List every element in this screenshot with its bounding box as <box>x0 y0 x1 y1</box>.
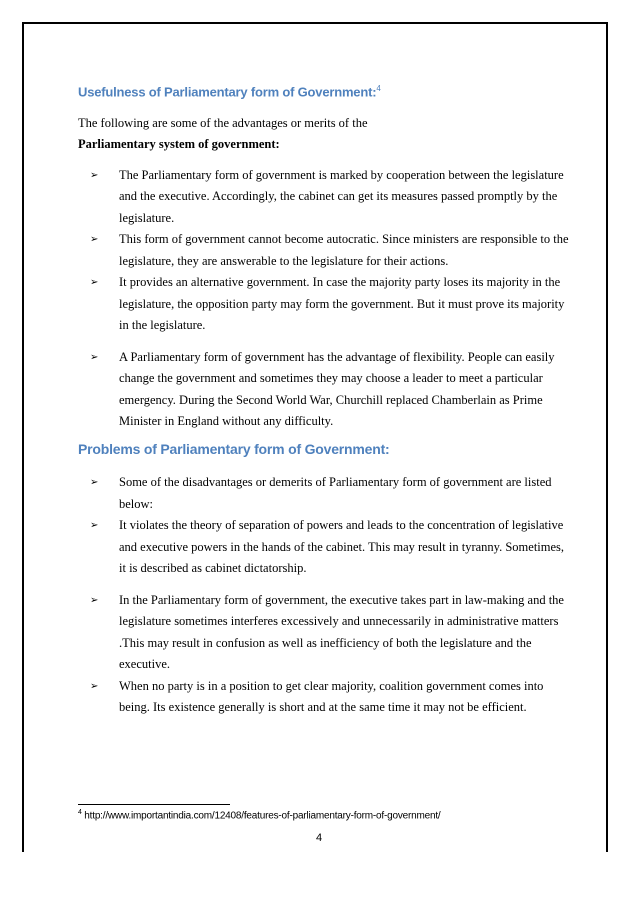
list-item: ➢ In the Parliamentary form of government, the executive takes part in law-making and the legislature sometimes interferes excessively and unnecessarily in administrative matters .This may result in confusion as well as inefficiency of both the legislature and the executive. <box>82 590 573 676</box>
list-item: ➢ When no party is in a position to get clear majority, coalition government comes into being. Its existence generally is short and at the same time it may not be efficient. <box>82 676 573 719</box>
list-item: ➢ The Parliamentary form of government is marked by cooperation between the legislature and the executive. Accordingly, the cabinet can get its measures passed promptly by the legislature. <box>82 165 573 230</box>
section-heading-usefulness <box>78 78 573 103</box>
footnote <box>78 809 598 821</box>
list-item: ➢ It violates the theory of separation of powers and leads to the concentration of legislative and executive powers in the hands of the cabinet. This may result in tyranny. Sometimes, it is described as cabinet dictatorship. <box>82 515 573 580</box>
list-item: ➢ It provides an alternative government. In case the majority party loses its majority in the legislature, the opposition party may form the government. But it must prove its majority in the legislature. <box>82 272 573 337</box>
document-body <box>78 78 573 719</box>
problems-list <box>78 472 573 719</box>
page-number: 4 <box>315 832 323 844</box>
footnote-number: 4 <box>78 809 82 816</box>
list-item: ➢ This form of government cannot become autocratic. Since ministers are responsible to the legislature, they are answerable to the legislature for their actions. <box>82 229 573 272</box>
list-item: ➢ Some of the disadvantages or demerits of Parliamentary form of government are listed below: <box>82 472 573 515</box>
intro-bold-text: Parliamentary system of government: <box>78 137 280 152</box>
footnote-link[interactable]: http://www.importantindia.com/12408/features-of-parliamentary-form-of-government/ <box>84 810 441 822</box>
list-item: ➢ A Parliamentary form of government has the advantage of flexibility. People can easily change the government and sometimes they may choose a leader to meet a particular emergency. During the Second World War, Churchill replaced Chamberlain as Prime Minister in England without any difficulty. <box>82 347 573 433</box>
footnote-divider <box>78 804 230 805</box>
advantages-list <box>78 165 573 433</box>
intro-text: The following are some of the advantages or merits of the <box>78 115 368 130</box>
footnote-reference[interactable]: 4 <box>376 84 381 93</box>
heading-text: Usefulness of Parliamentary form of Government: <box>78 84 377 100</box>
section-heading-problems: Problems of Parliamentary form of Government: <box>78 440 390 457</box>
